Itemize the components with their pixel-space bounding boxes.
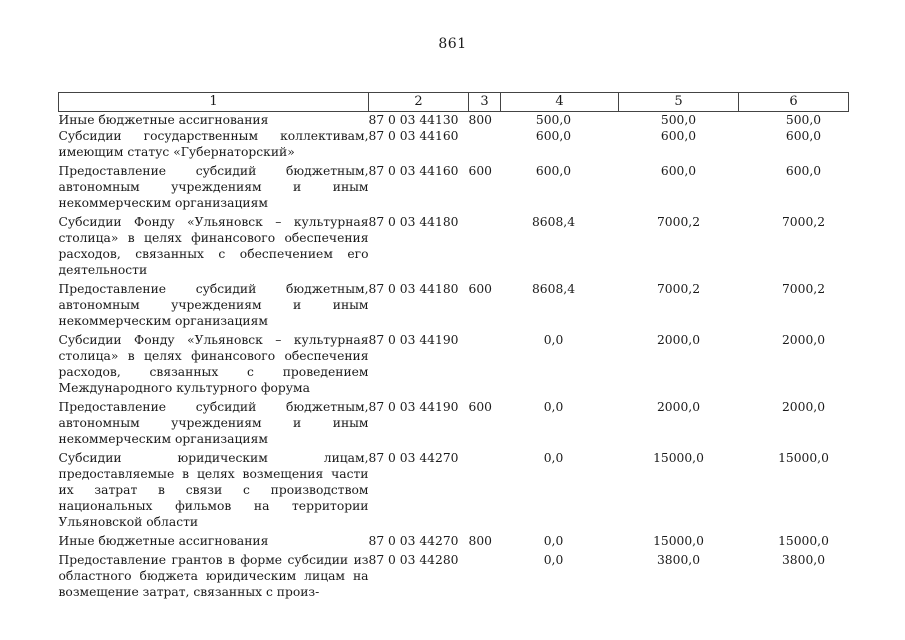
row-value-col-4: 500,0	[535, 113, 572, 127]
row-value-col-5: 7000,2	[656, 215, 701, 229]
row-value-col-4: 0,0	[543, 451, 564, 465]
header-col-6: 6	[739, 93, 849, 112]
row-description: Субсидии Фонду «Ульяновск – культурная столица» в целях финансового обеспечения расходов, связанных с проведением Международного культурного форума	[58, 333, 369, 395]
row-expense-type	[469, 450, 501, 533]
header-col-1: 1	[59, 93, 369, 112]
row-value-col-4: 8608,4	[531, 282, 576, 296]
row-code: 87 0 03 44190	[368, 333, 459, 347]
row-value-col-4: 8608,4	[531, 215, 576, 229]
table-header	[59, 93, 849, 112]
row-value-col-6: 15000,0	[778, 534, 829, 548]
row-value-col-5: 7000,2	[656, 282, 701, 296]
row-expense-type: 600	[468, 400, 492, 414]
budget-table	[58, 92, 849, 600]
row-value-col-5: 15000,0	[653, 451, 704, 465]
row-code: 87 0 03 44160	[368, 164, 459, 178]
table-row	[59, 112, 849, 129]
row-value-col-6: 2000,0	[781, 400, 826, 414]
row-value-col-4: 0,0	[543, 333, 564, 347]
row-value-col-6: 600,0	[785, 164, 822, 178]
row-description: Предоставление субсидий бюджетным, автономным учреждениям и иным некоммерческим организациям	[58, 400, 369, 446]
row-value-col-6: 500,0	[785, 113, 822, 127]
row-value-col-6: 15000,0	[778, 451, 829, 465]
table-row	[59, 163, 849, 214]
row-value-col-5: 2000,0	[656, 333, 701, 347]
row-value-col-5: 3800,0	[656, 553, 701, 567]
row-value-col-4: 600,0	[535, 129, 572, 143]
row-description: Субсидии юридическим лицам, предоставляемые в целях возмещения части их затрат в связи с производством национальных фильмов на территории Ульяновской области	[58, 451, 369, 529]
row-value-col-4: 600,0	[535, 164, 572, 178]
table-body	[59, 112, 849, 601]
row-value-col-5: 600,0	[660, 129, 697, 143]
row-code: 87 0 03 44130	[368, 113, 459, 127]
row-code: 87 0 03 44180	[368, 282, 459, 296]
row-value-col-6: 7000,2	[781, 282, 826, 296]
table-row	[59, 128, 849, 163]
row-value-col-6: 3800,0	[781, 553, 826, 567]
row-value-col-6: 2000,0	[781, 333, 826, 347]
row-value-col-5: 15000,0	[653, 534, 704, 548]
row-expense-type: 600	[468, 164, 492, 178]
table-row	[59, 332, 849, 399]
table-row	[59, 281, 849, 332]
row-expense-type: 800	[468, 534, 492, 548]
row-value-col-6: 600,0	[785, 129, 822, 143]
page-number: 861	[438, 36, 467, 52]
table-row	[59, 450, 849, 533]
row-expense-type	[469, 128, 501, 163]
row-value-col-5: 500,0	[660, 113, 697, 127]
row-description: Иные бюджетные ассигнования	[58, 113, 269, 127]
row-value-col-6: 7000,2	[781, 215, 826, 229]
table-row	[59, 552, 849, 600]
row-value-col-4: 0,0	[543, 534, 564, 548]
row-description: Предоставление субсидий бюджетным, автономным учреждениям и иным некоммерческим организациям	[58, 282, 369, 328]
row-expense-type: 600	[468, 282, 492, 296]
row-code: 87 0 03 44190	[368, 400, 459, 414]
header-col-3: 3	[469, 93, 501, 112]
row-value-col-4: 0,0	[543, 553, 564, 567]
header-col-2: 2	[369, 93, 469, 112]
header-col-5: 5	[619, 93, 739, 112]
row-description: Субсидии Фонду «Ульяновск – культурная столица» в целях финансового обеспечения расходов, связанных с обеспечением его деятельности	[58, 215, 369, 277]
table-row	[59, 533, 849, 552]
row-value-col-5: 2000,0	[656, 400, 701, 414]
row-description: Предоставление субсидий бюджетным, автономным учреждениям и иным некоммерческим организациям	[58, 164, 369, 210]
row-value-col-5: 600,0	[660, 164, 697, 178]
row-expense-type	[469, 552, 501, 600]
header-col-4: 4	[501, 93, 619, 112]
row-code: 87 0 03 44180	[368, 215, 459, 229]
row-description: Иные бюджетные ассигнования	[58, 534, 269, 548]
row-code: 87 0 03 44160	[368, 129, 459, 143]
row-expense-type	[469, 332, 501, 399]
table-row	[59, 214, 849, 281]
row-description: Субсидии государственным коллективам, имеющим статус «Губернаторский»	[58, 129, 369, 159]
row-code: 87 0 03 44280	[368, 553, 459, 567]
row-expense-type: 800	[468, 113, 492, 127]
row-code: 87 0 03 44270	[368, 534, 459, 548]
row-value-col-4: 0,0	[543, 400, 564, 414]
row-description: Предоставление грантов в форме субсидии из областного бюджета юридическим лицам на возмещение затрат, связанных с произ-	[58, 553, 369, 599]
row-expense-type	[469, 214, 501, 281]
table-row	[59, 399, 849, 450]
row-code: 87 0 03 44270	[368, 451, 459, 465]
